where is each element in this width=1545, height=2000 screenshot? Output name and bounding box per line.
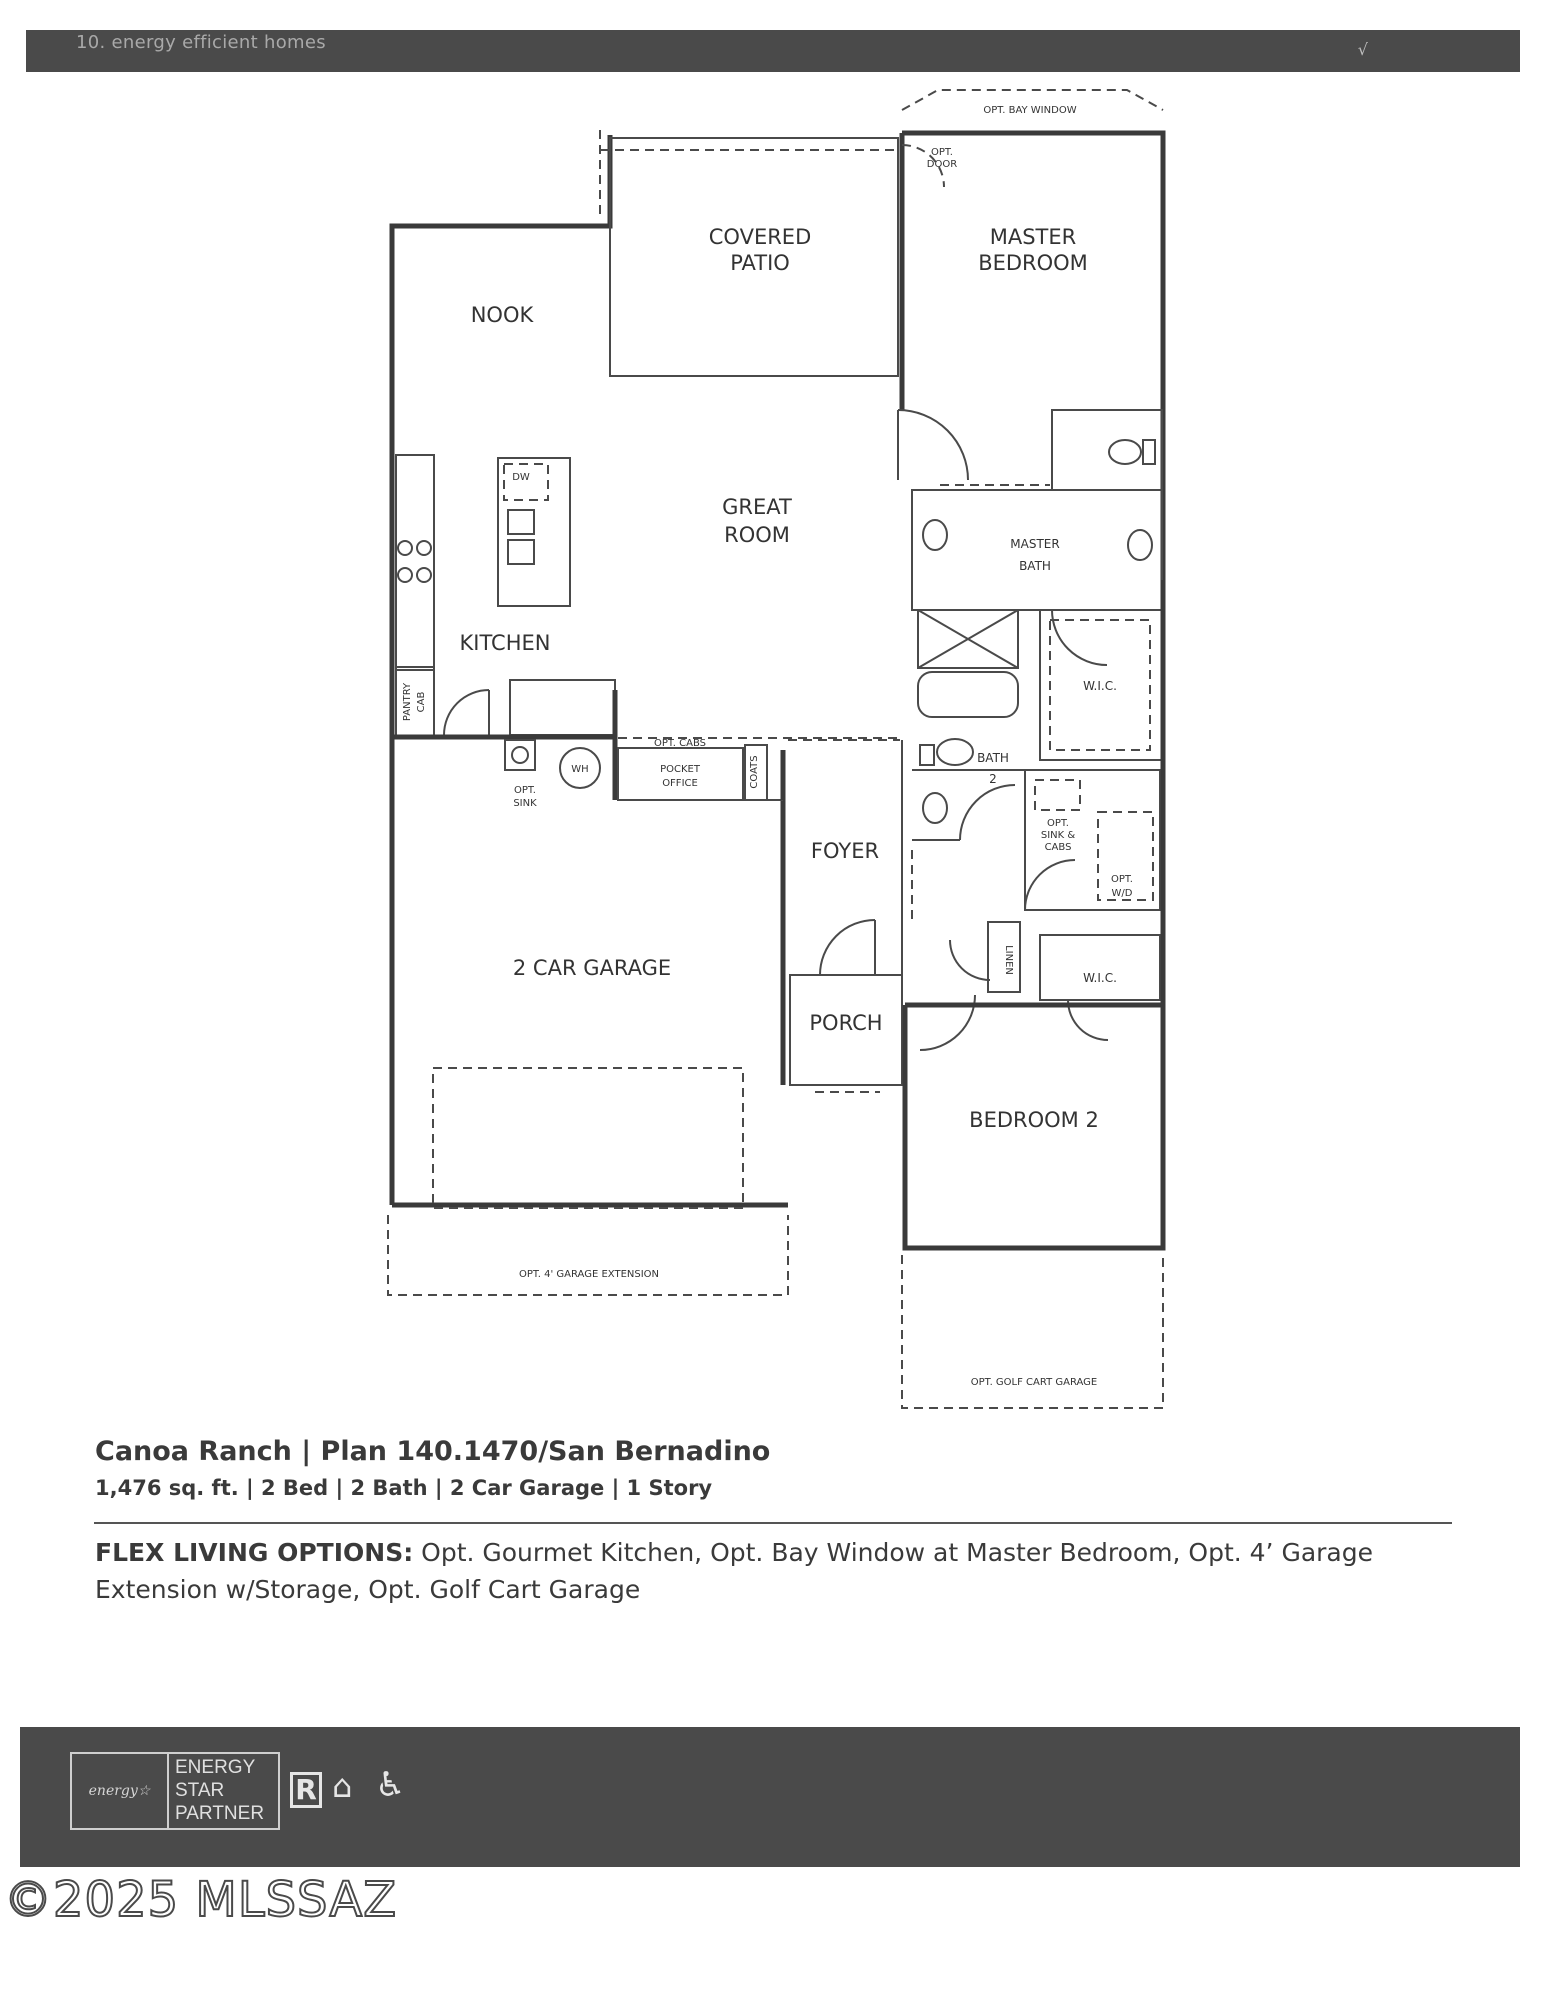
- covered-patio-label-1: COVERED: [708, 225, 812, 249]
- garage-door-outline: [433, 1068, 743, 1208]
- golf-cart-garage-label: OPT. GOLF CART GARAGE: [970, 1377, 1098, 1388]
- plan-title: Canoa Ranch | Plan 140.1470/San Bernadino: [95, 1436, 771, 1467]
- opt-sink-label-2: SINK: [513, 798, 537, 809]
- opt-door-label: OPT.: [930, 147, 954, 158]
- energy-star-logo-text: energy: [88, 1783, 138, 1799]
- equal-housing-icon: ⌂: [332, 1767, 353, 1805]
- garage-extension-label: OPT. 4' GARAGE EXTENSION: [518, 1269, 660, 1280]
- kitchen-label: KITCHEN: [459, 631, 551, 655]
- master-bedroom-label-1: MASTER: [989, 225, 1077, 249]
- flex-options-label: FLEX LIVING OPTIONS:: [95, 1538, 414, 1567]
- realtor-icon: R: [290, 1772, 322, 1808]
- master-bath-label-1: MASTER: [1010, 537, 1060, 551]
- wic-bedroom2-label: W.I.C.: [1083, 971, 1117, 985]
- kitchen-counter-left: [396, 455, 434, 670]
- porch-label: PORCH: [809, 1011, 883, 1035]
- energy-star-line-3: PARTNER: [175, 1803, 265, 1824]
- garage-extension-outline: [388, 1215, 788, 1295]
- opt-sink-cabs-label-1: OPT.: [1046, 818, 1070, 829]
- header-partial-text: 10. energy efficient homes: [76, 32, 326, 53]
- divider: [94, 1522, 1452, 1524]
- foyer-label: FOYER: [810, 839, 880, 863]
- dishwasher-label: DW: [512, 472, 530, 483]
- cab-label: CAB: [416, 691, 427, 713]
- check-mark-icon: √: [1357, 40, 1368, 59]
- bathtub: [918, 672, 1018, 717]
- garage-label: 2 CAR GARAGE: [512, 956, 672, 980]
- opt-sink-label-1: OPT.: [513, 785, 537, 796]
- energy-star-badge: [70, 1752, 280, 1830]
- toilet-room: [1052, 410, 1162, 490]
- nook-label: NOOK: [470, 303, 534, 327]
- coats-label: COATS: [749, 755, 760, 789]
- opt-wd-label-2: W/D: [1111, 888, 1133, 899]
- wall-master-outer: [902, 133, 1163, 580]
- energy-star-line-2: STAR: [175, 1780, 225, 1801]
- plan-specs: 1,476 sq. ft. | 2 Bed | 2 Bath | 2 Car Garage | 1 Story: [95, 1476, 713, 1500]
- bedroom2-label: BEDROOM 2: [969, 1108, 1099, 1132]
- accessibility-icon: ♿: [375, 1765, 406, 1805]
- opt-sink-cabs-label-2: SINK &: [1040, 830, 1076, 841]
- pantry-label: PANTRY: [402, 682, 413, 722]
- wic-master-label: W.I.C.: [1083, 679, 1117, 693]
- great-room-label-1: GREAT: [722, 495, 792, 519]
- opt-wd-label-1: OPT.: [1110, 874, 1134, 885]
- water-heater-label: WH: [571, 764, 589, 775]
- flex-options-text: Opt. Gourmet Kitchen, Opt. Bay Window at Master Bedroom, Opt. 4’ Garage Extension w/Storage, Opt. Golf Cart Garage: [95, 1538, 1373, 1604]
- door-arc-master: [898, 410, 968, 480]
- watermark: ©2025 MLSSAZ: [4, 1872, 398, 1928]
- footer-bar: [20, 1727, 1520, 1867]
- pocket-office-label-1: POCKET: [660, 764, 700, 775]
- opt-door-label-2: DOOR: [926, 159, 958, 170]
- great-room-label-2: ROOM: [724, 523, 790, 547]
- opt-sink-box: [505, 740, 535, 770]
- flex-living-options: [95, 1534, 1455, 1608]
- covered-patio-label-2: PATIO: [730, 251, 790, 275]
- opt-bay-window-label: OPT. BAY WINDOW: [983, 105, 1077, 116]
- opt-cabs-label: OPT. CABS: [653, 738, 707, 749]
- pocket-office-label-2: OFFICE: [662, 778, 698, 789]
- kitchen-counter-bottom: [510, 680, 615, 735]
- opt-sink-cabs-label-3: CABS: [1044, 842, 1072, 853]
- energy-star-line-1: ENERGY: [175, 1757, 256, 1778]
- master-bedroom-label-2: BEDROOM: [978, 251, 1088, 275]
- linen-label: LINEN: [1003, 945, 1014, 975]
- bath2-label-1: BATH: [977, 751, 1009, 765]
- energy-star-icon: energy ☆: [72, 1754, 169, 1828]
- master-bath-label-2: BATH: [1019, 559, 1051, 573]
- bath2-label-2: 2: [989, 772, 997, 786]
- wic-bedroom2-outline: [1040, 935, 1160, 1000]
